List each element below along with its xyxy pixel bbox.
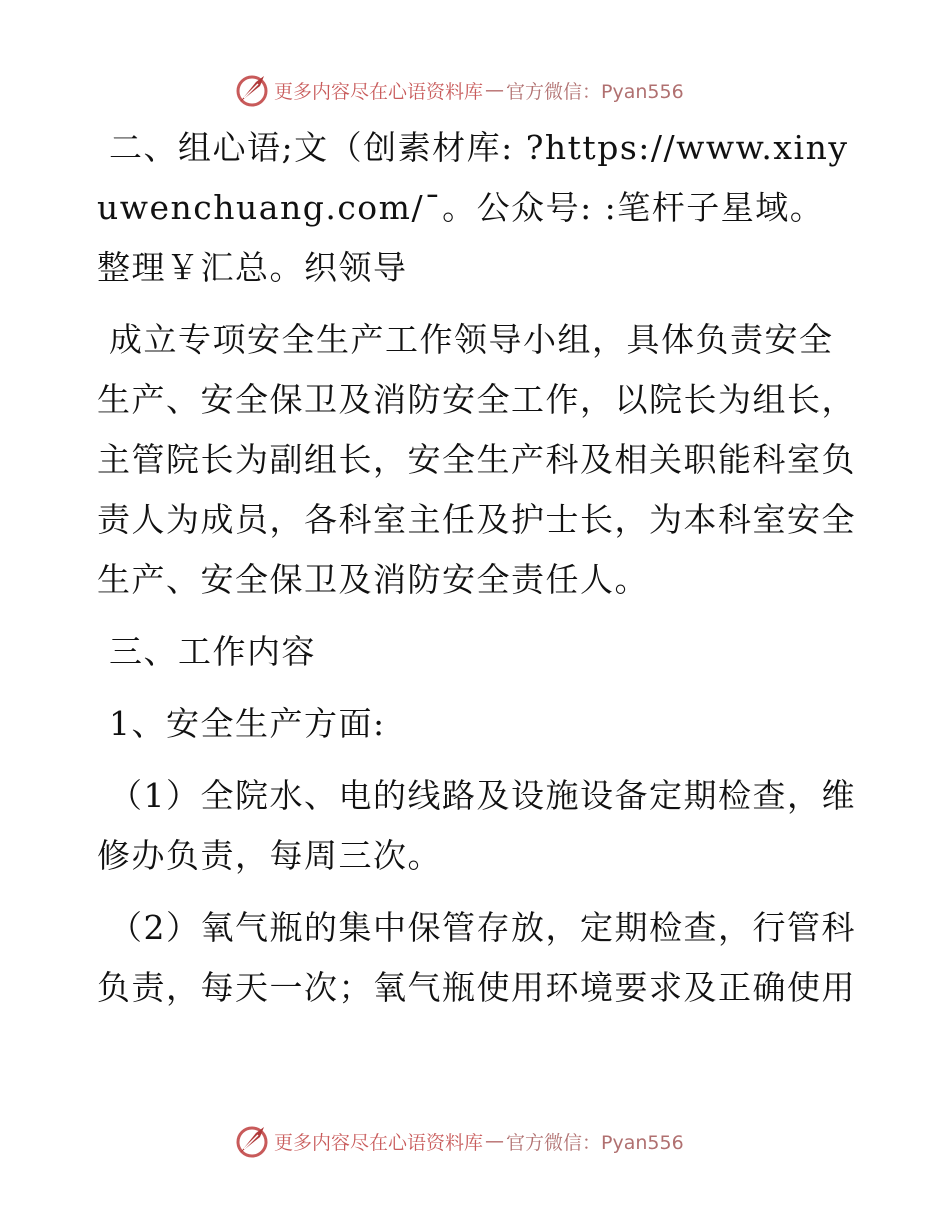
paragraph-leadership-group: 成立专项安全生产工作领导小组，具体负责安全生产、安全保卫及消防安全工作，以院长为组长，主管院长为副组长，安全生产科及相关职能科室负责人为成员，各科室主任及护士长，为本科室安全生产、安全保卫及消防安全责任人。: [97, 320, 856, 599]
paragraph-section-two-heading: 二、组心语;文（创素材库: ?https://www.xinyuwenchuang.com/¯。公众号: :笔杆子星域。整理￥汇总。织领导: [97, 128, 849, 287]
header-watermark: [234, 70, 714, 110]
document-body: [97, 118, 857, 1030]
paragraph-item-2: （2）氧气瓶的集中保管存放，定期检查，行管科负责，每天一次；氧气瓶使用环境要求及正确使用: [97, 908, 856, 1007]
watermark-text: 更多内容尽在心语资料库: [274, 1131, 484, 1154]
quill-pen-logo-icon: [234, 72, 270, 108]
paragraph-item-1: （1）全院水、电的线路及设施设备定期检查，维修办负责，每周三次。: [97, 776, 856, 875]
quill-pen-logo-icon: [234, 1123, 270, 1159]
paragraph-section-three-heading: 三、工作内容: [109, 632, 316, 671]
watermark-text: 更多内容尽在心语资料库: [274, 80, 484, 103]
watermark-wechat: 官方微信：Pyan556: [506, 80, 684, 103]
paragraph-safety-production-heading: 1、安全生产方面:: [109, 704, 386, 743]
footer-watermark: [234, 1121, 714, 1161]
watermark-wechat: 官方微信：Pyan556: [506, 1131, 684, 1154]
watermark-separator: —: [485, 1130, 505, 1152]
watermark-separator: —: [485, 79, 505, 101]
